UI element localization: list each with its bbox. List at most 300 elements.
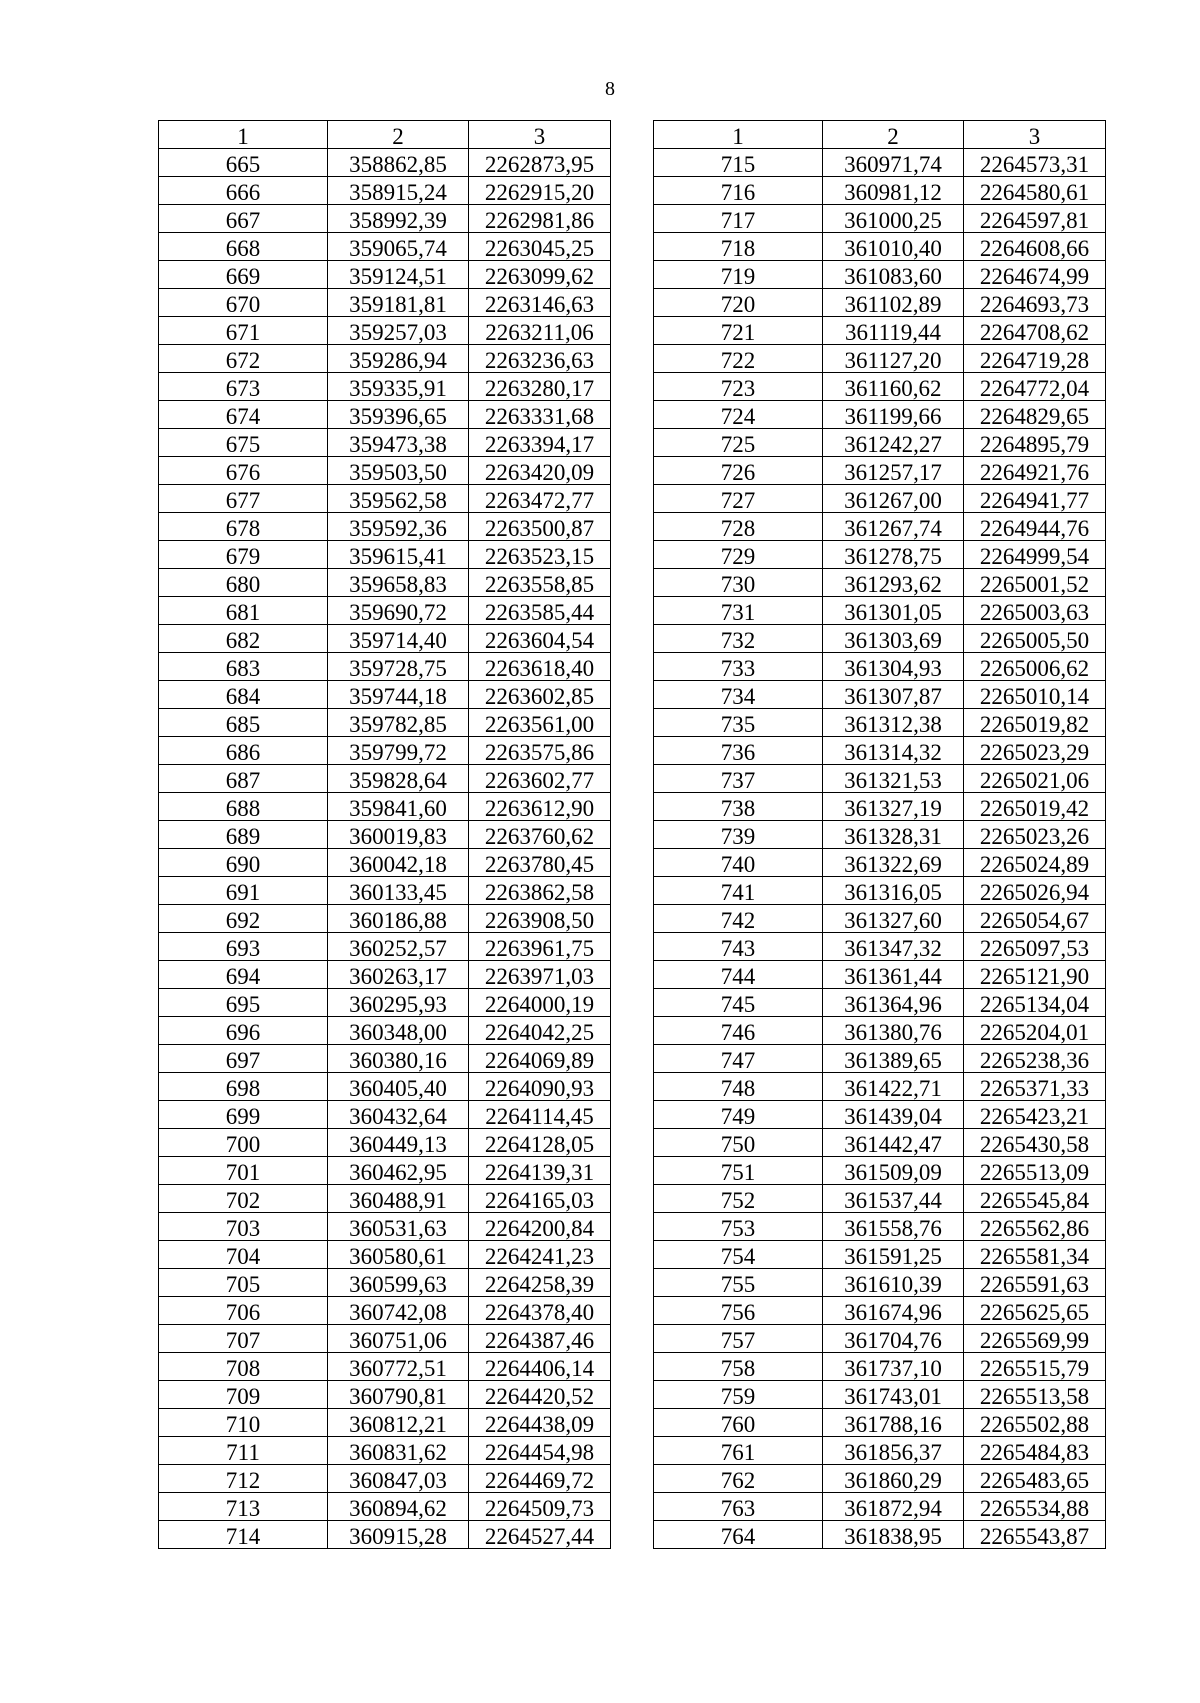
x-coordinate-cell: 360252,57 xyxy=(328,933,469,961)
y-coordinate-cell: 2265502,88 xyxy=(964,1409,1106,1437)
y-coordinate-cell: 2263612,90 xyxy=(469,793,611,821)
x-coordinate-cell: 359181,81 xyxy=(328,289,469,317)
x-coordinate-cell: 361422,71 xyxy=(823,1073,964,1101)
y-coordinate-cell: 2265515,79 xyxy=(964,1353,1106,1381)
y-coordinate-cell: 2264139,31 xyxy=(469,1157,611,1185)
y-coordinate-cell: 2263561,00 xyxy=(469,709,611,737)
y-coordinate-cell: 2265513,09 xyxy=(964,1157,1106,1185)
point-number-cell: 758 xyxy=(654,1353,823,1381)
table-row xyxy=(654,681,1106,709)
y-coordinate-cell: 2264090,93 xyxy=(469,1073,611,1101)
point-number-cell: 729 xyxy=(654,541,823,569)
y-coordinate-cell: 2264597,81 xyxy=(964,205,1106,233)
x-coordinate-cell: 361327,19 xyxy=(823,793,964,821)
point-number-cell: 699 xyxy=(159,1101,328,1129)
table-row xyxy=(654,569,1106,597)
table-row xyxy=(654,1325,1106,1353)
table-row xyxy=(159,1073,611,1101)
table-row xyxy=(159,1017,611,1045)
y-coordinate-cell: 2265484,83 xyxy=(964,1437,1106,1465)
point-number-cell: 714 xyxy=(159,1521,328,1549)
point-number-cell: 764 xyxy=(654,1521,823,1549)
x-coordinate-cell: 361380,76 xyxy=(823,1017,964,1045)
table-row xyxy=(159,1269,611,1297)
point-number-cell: 749 xyxy=(654,1101,823,1129)
table-row xyxy=(654,205,1106,233)
y-coordinate-cell: 2263099,62 xyxy=(469,261,611,289)
table-row xyxy=(159,597,611,625)
point-number-cell: 740 xyxy=(654,849,823,877)
y-coordinate-cell: 2265001,52 xyxy=(964,569,1106,597)
y-coordinate-cell: 2264258,39 xyxy=(469,1269,611,1297)
point-number-cell: 728 xyxy=(654,513,823,541)
table-row xyxy=(159,1185,611,1213)
table-row xyxy=(159,653,611,681)
x-coordinate-cell: 360812,21 xyxy=(328,1409,469,1437)
x-coordinate-cell: 361591,25 xyxy=(823,1241,964,1269)
x-coordinate-cell: 361328,31 xyxy=(823,821,964,849)
table-row xyxy=(159,1493,611,1521)
x-coordinate-cell: 361307,87 xyxy=(823,681,964,709)
y-coordinate-cell: 2264241,23 xyxy=(469,1241,611,1269)
x-coordinate-cell: 361293,62 xyxy=(823,569,964,597)
x-coordinate-cell: 360599,63 xyxy=(328,1269,469,1297)
table-row xyxy=(159,1521,611,1549)
x-coordinate-cell: 359799,72 xyxy=(328,737,469,765)
point-number-cell: 752 xyxy=(654,1185,823,1213)
y-coordinate-cell: 2263585,44 xyxy=(469,597,611,625)
y-coordinate-cell: 2265003,63 xyxy=(964,597,1106,625)
table-row xyxy=(654,1381,1106,1409)
table-row xyxy=(654,1409,1106,1437)
table-row xyxy=(654,1465,1106,1493)
point-number-cell: 760 xyxy=(654,1409,823,1437)
point-number-cell: 715 xyxy=(654,149,823,177)
table-row xyxy=(159,709,611,737)
table-row xyxy=(159,905,611,933)
x-coordinate-cell: 361083,60 xyxy=(823,261,964,289)
y-coordinate-cell: 2265543,87 xyxy=(964,1521,1106,1549)
table-row xyxy=(654,905,1106,933)
y-coordinate-cell: 2265534,88 xyxy=(964,1493,1106,1521)
table-row xyxy=(159,681,611,709)
table-row xyxy=(159,1381,611,1409)
x-coordinate-cell: 361558,76 xyxy=(823,1213,964,1241)
y-coordinate-cell: 2263211,06 xyxy=(469,317,611,345)
table-row xyxy=(159,989,611,1017)
x-coordinate-cell: 359286,94 xyxy=(328,345,469,373)
table-row xyxy=(654,1353,1106,1381)
point-number-cell: 690 xyxy=(159,849,328,877)
x-coordinate-cell: 361119,44 xyxy=(823,317,964,345)
table-row xyxy=(654,345,1106,373)
table-row xyxy=(159,1353,611,1381)
x-coordinate-cell: 359065,74 xyxy=(328,233,469,261)
table-row xyxy=(654,373,1106,401)
table-row xyxy=(159,485,611,513)
y-coordinate-cell: 2262873,95 xyxy=(469,149,611,177)
point-number-cell: 756 xyxy=(654,1297,823,1325)
y-coordinate-cell: 2264829,65 xyxy=(964,401,1106,429)
table-row xyxy=(159,961,611,989)
y-coordinate-cell: 2263961,75 xyxy=(469,933,611,961)
point-number-cell: 718 xyxy=(654,233,823,261)
y-coordinate-cell: 2265204,01 xyxy=(964,1017,1106,1045)
x-coordinate-cell: 361442,47 xyxy=(823,1129,964,1157)
table-row xyxy=(159,1213,611,1241)
table-row xyxy=(654,457,1106,485)
point-number-cell: 677 xyxy=(159,485,328,513)
point-number-cell: 748 xyxy=(654,1073,823,1101)
column-header-1: 1 xyxy=(159,121,328,149)
x-coordinate-cell: 361257,17 xyxy=(823,457,964,485)
x-coordinate-cell: 361010,40 xyxy=(823,233,964,261)
column-header-1: 1 xyxy=(654,121,823,149)
point-number-cell: 678 xyxy=(159,513,328,541)
x-coordinate-cell: 359396,65 xyxy=(328,401,469,429)
y-coordinate-cell: 2264069,89 xyxy=(469,1045,611,1073)
y-coordinate-cell: 2265054,67 xyxy=(964,905,1106,933)
point-number-cell: 757 xyxy=(654,1325,823,1353)
x-coordinate-cell: 361364,96 xyxy=(823,989,964,1017)
point-number-cell: 692 xyxy=(159,905,328,933)
point-number-cell: 666 xyxy=(159,177,328,205)
point-number-cell: 754 xyxy=(654,1241,823,1269)
table-row xyxy=(654,653,1106,681)
x-coordinate-cell: 361314,32 xyxy=(823,737,964,765)
table-row xyxy=(159,261,611,289)
x-coordinate-cell: 361304,93 xyxy=(823,653,964,681)
y-coordinate-cell: 2263045,25 xyxy=(469,233,611,261)
table-row xyxy=(654,737,1106,765)
table-row xyxy=(159,429,611,457)
table-row xyxy=(159,1241,611,1269)
x-coordinate-cell: 360847,03 xyxy=(328,1465,469,1493)
y-coordinate-cell: 2264165,03 xyxy=(469,1185,611,1213)
x-coordinate-cell: 359690,72 xyxy=(328,597,469,625)
table-row xyxy=(654,1157,1106,1185)
table-row xyxy=(654,429,1106,457)
y-coordinate-cell: 2264708,62 xyxy=(964,317,1106,345)
table-row xyxy=(159,849,611,877)
point-number-cell: 672 xyxy=(159,345,328,373)
table-row xyxy=(654,793,1106,821)
x-coordinate-cell: 361389,65 xyxy=(823,1045,964,1073)
y-coordinate-cell: 2263523,15 xyxy=(469,541,611,569)
x-coordinate-cell: 359124,51 xyxy=(328,261,469,289)
y-coordinate-cell: 2264200,84 xyxy=(469,1213,611,1241)
point-number-cell: 755 xyxy=(654,1269,823,1297)
y-coordinate-cell: 2264573,31 xyxy=(964,149,1106,177)
x-coordinate-cell: 361127,20 xyxy=(823,345,964,373)
point-number-cell: 689 xyxy=(159,821,328,849)
table-row xyxy=(159,1157,611,1185)
y-coordinate-cell: 2265545,84 xyxy=(964,1185,1106,1213)
point-number-cell: 686 xyxy=(159,737,328,765)
y-coordinate-cell: 2265010,14 xyxy=(964,681,1106,709)
table-row xyxy=(654,1521,1106,1549)
y-coordinate-cell: 2265238,36 xyxy=(964,1045,1106,1073)
table-row xyxy=(159,821,611,849)
x-coordinate-cell: 361509,09 xyxy=(823,1157,964,1185)
x-coordinate-cell: 360295,93 xyxy=(328,989,469,1017)
point-number-cell: 711 xyxy=(159,1437,328,1465)
point-number-cell: 744 xyxy=(654,961,823,989)
y-coordinate-cell: 2265483,65 xyxy=(964,1465,1106,1493)
x-coordinate-cell: 358862,85 xyxy=(328,149,469,177)
x-coordinate-cell: 361327,60 xyxy=(823,905,964,933)
point-number-cell: 731 xyxy=(654,597,823,625)
point-number-cell: 733 xyxy=(654,653,823,681)
y-coordinate-cell: 2264000,19 xyxy=(469,989,611,1017)
x-coordinate-cell: 361537,44 xyxy=(823,1185,964,1213)
x-coordinate-cell: 360449,13 xyxy=(328,1129,469,1157)
y-coordinate-cell: 2264438,09 xyxy=(469,1409,611,1437)
y-coordinate-cell: 2263602,77 xyxy=(469,765,611,793)
x-coordinate-cell: 361303,69 xyxy=(823,625,964,653)
x-coordinate-cell: 361856,37 xyxy=(823,1437,964,1465)
x-coordinate-cell: 359503,50 xyxy=(328,457,469,485)
x-coordinate-cell: 361316,05 xyxy=(823,877,964,905)
table-row xyxy=(654,401,1106,429)
table-row xyxy=(159,233,611,261)
table-row xyxy=(159,737,611,765)
x-coordinate-cell: 359257,03 xyxy=(328,317,469,345)
x-coordinate-cell: 360488,91 xyxy=(328,1185,469,1213)
y-coordinate-cell: 2264895,79 xyxy=(964,429,1106,457)
x-coordinate-cell: 359828,64 xyxy=(328,765,469,793)
table-row xyxy=(159,933,611,961)
point-number-cell: 688 xyxy=(159,793,328,821)
table-row xyxy=(654,877,1106,905)
y-coordinate-cell: 2263604,54 xyxy=(469,625,611,653)
x-coordinate-cell: 361242,27 xyxy=(823,429,964,457)
table-row xyxy=(654,849,1106,877)
point-number-cell: 694 xyxy=(159,961,328,989)
y-coordinate-cell: 2263420,09 xyxy=(469,457,611,485)
y-coordinate-cell: 2265513,58 xyxy=(964,1381,1106,1409)
point-number-cell: 720 xyxy=(654,289,823,317)
y-coordinate-cell: 2263602,85 xyxy=(469,681,611,709)
point-number-cell: 736 xyxy=(654,737,823,765)
table-row xyxy=(654,1185,1106,1213)
point-number-cell: 667 xyxy=(159,205,328,233)
x-coordinate-cell: 359658,83 xyxy=(328,569,469,597)
point-number-cell: 682 xyxy=(159,625,328,653)
y-coordinate-cell: 2265023,29 xyxy=(964,737,1106,765)
y-coordinate-cell: 2264420,52 xyxy=(469,1381,611,1409)
table-row xyxy=(159,149,611,177)
point-number-cell: 671 xyxy=(159,317,328,345)
table-row xyxy=(159,877,611,905)
y-coordinate-cell: 2264042,25 xyxy=(469,1017,611,1045)
y-coordinate-cell: 2265019,42 xyxy=(964,793,1106,821)
x-coordinate-cell: 361267,00 xyxy=(823,485,964,513)
table-row xyxy=(159,1045,611,1073)
x-coordinate-cell: 359562,58 xyxy=(328,485,469,513)
y-coordinate-cell: 2263780,45 xyxy=(469,849,611,877)
point-number-cell: 702 xyxy=(159,1185,328,1213)
y-coordinate-cell: 2265430,58 xyxy=(964,1129,1106,1157)
x-coordinate-cell: 361743,01 xyxy=(823,1381,964,1409)
point-number-cell: 665 xyxy=(159,149,328,177)
table-row xyxy=(654,485,1106,513)
x-coordinate-cell: 360831,62 xyxy=(328,1437,469,1465)
table-row xyxy=(159,401,611,429)
point-number-cell: 734 xyxy=(654,681,823,709)
y-coordinate-cell: 2264527,44 xyxy=(469,1521,611,1549)
table-row xyxy=(159,205,611,233)
table-row xyxy=(159,625,611,653)
table-row xyxy=(654,261,1106,289)
point-number-cell: 676 xyxy=(159,457,328,485)
y-coordinate-cell: 2263618,40 xyxy=(469,653,611,681)
y-coordinate-cell: 2263500,87 xyxy=(469,513,611,541)
point-number-cell: 701 xyxy=(159,1157,328,1185)
x-coordinate-cell: 361674,96 xyxy=(823,1297,964,1325)
table-row xyxy=(159,793,611,821)
table-row xyxy=(654,1241,1106,1269)
table-header-row xyxy=(654,121,1106,149)
y-coordinate-cell: 2264387,46 xyxy=(469,1325,611,1353)
point-number-cell: 693 xyxy=(159,933,328,961)
point-number-cell: 739 xyxy=(654,821,823,849)
y-coordinate-cell: 2263862,58 xyxy=(469,877,611,905)
point-number-cell: 697 xyxy=(159,1045,328,1073)
table-row xyxy=(654,1017,1106,1045)
table-row xyxy=(654,625,1106,653)
y-coordinate-cell: 2264719,28 xyxy=(964,345,1106,373)
y-coordinate-cell: 2264941,77 xyxy=(964,485,1106,513)
point-number-cell: 691 xyxy=(159,877,328,905)
table-row xyxy=(654,1297,1106,1325)
y-coordinate-cell: 2262981,86 xyxy=(469,205,611,233)
x-coordinate-cell: 358915,24 xyxy=(328,177,469,205)
x-coordinate-cell: 361704,76 xyxy=(823,1325,964,1353)
point-number-cell: 704 xyxy=(159,1241,328,1269)
x-coordinate-cell: 360380,16 xyxy=(328,1045,469,1073)
y-coordinate-cell: 2265591,63 xyxy=(964,1269,1106,1297)
point-number-cell: 737 xyxy=(654,765,823,793)
y-coordinate-cell: 2264674,99 xyxy=(964,261,1106,289)
table-row xyxy=(159,317,611,345)
point-number-cell: 713 xyxy=(159,1493,328,1521)
y-coordinate-cell: 2263908,50 xyxy=(469,905,611,933)
x-coordinate-cell: 360915,28 xyxy=(328,1521,469,1549)
table-row xyxy=(654,1269,1106,1297)
point-number-cell: 700 xyxy=(159,1129,328,1157)
column-header-3: 3 xyxy=(964,121,1106,149)
point-number-cell: 719 xyxy=(654,261,823,289)
point-number-cell: 738 xyxy=(654,793,823,821)
point-number-cell: 696 xyxy=(159,1017,328,1045)
y-coordinate-cell: 2263472,77 xyxy=(469,485,611,513)
table-row xyxy=(654,513,1106,541)
x-coordinate-cell: 360405,40 xyxy=(328,1073,469,1101)
y-coordinate-cell: 2265625,65 xyxy=(964,1297,1106,1325)
y-coordinate-cell: 2265023,26 xyxy=(964,821,1106,849)
x-coordinate-cell: 360894,62 xyxy=(328,1493,469,1521)
x-coordinate-cell: 361000,25 xyxy=(823,205,964,233)
table-row xyxy=(159,541,611,569)
table-row xyxy=(654,1101,1106,1129)
x-coordinate-cell: 361347,32 xyxy=(823,933,964,961)
point-number-cell: 762 xyxy=(654,1465,823,1493)
table-row xyxy=(159,1325,611,1353)
x-coordinate-cell: 360531,63 xyxy=(328,1213,469,1241)
y-coordinate-cell: 2265121,90 xyxy=(964,961,1106,989)
table-row xyxy=(654,821,1106,849)
y-coordinate-cell: 2265026,94 xyxy=(964,877,1106,905)
y-coordinate-cell: 2265134,04 xyxy=(964,989,1106,1017)
table-row xyxy=(654,1129,1106,1157)
x-coordinate-cell: 361788,16 xyxy=(823,1409,964,1437)
x-coordinate-cell: 361361,44 xyxy=(823,961,964,989)
table-row xyxy=(654,149,1106,177)
point-number-cell: 708 xyxy=(159,1353,328,1381)
point-number-cell: 743 xyxy=(654,933,823,961)
table-row xyxy=(159,345,611,373)
x-coordinate-cell: 360263,17 xyxy=(328,961,469,989)
table-row xyxy=(654,1493,1106,1521)
point-number-cell: 722 xyxy=(654,345,823,373)
y-coordinate-cell: 2263760,62 xyxy=(469,821,611,849)
x-coordinate-cell: 360019,83 xyxy=(328,821,469,849)
y-coordinate-cell: 2263331,68 xyxy=(469,401,611,429)
point-number-cell: 707 xyxy=(159,1325,328,1353)
x-coordinate-cell: 361737,10 xyxy=(823,1353,964,1381)
x-coordinate-cell: 361838,95 xyxy=(823,1521,964,1549)
y-coordinate-cell: 2265005,50 xyxy=(964,625,1106,653)
y-coordinate-cell: 2265581,34 xyxy=(964,1241,1106,1269)
table-row xyxy=(654,1073,1106,1101)
x-coordinate-cell: 360580,61 xyxy=(328,1241,469,1269)
point-number-cell: 750 xyxy=(654,1129,823,1157)
table-row xyxy=(654,177,1106,205)
point-number-cell: 742 xyxy=(654,905,823,933)
table-row xyxy=(654,597,1106,625)
y-coordinate-cell: 2263236,63 xyxy=(469,345,611,373)
point-number-cell: 698 xyxy=(159,1073,328,1101)
y-coordinate-cell: 2264921,76 xyxy=(964,457,1106,485)
y-coordinate-cell: 2264999,54 xyxy=(964,541,1106,569)
point-number-cell: 709 xyxy=(159,1381,328,1409)
x-coordinate-cell: 360971,74 xyxy=(823,149,964,177)
table-row xyxy=(654,933,1106,961)
table-row xyxy=(159,1409,611,1437)
point-number-cell: 684 xyxy=(159,681,328,709)
x-coordinate-cell: 360133,45 xyxy=(328,877,469,905)
x-coordinate-cell: 361278,75 xyxy=(823,541,964,569)
point-number-cell: 725 xyxy=(654,429,823,457)
point-number-cell: 717 xyxy=(654,205,823,233)
x-coordinate-cell: 359473,38 xyxy=(328,429,469,457)
y-coordinate-cell: 2265562,86 xyxy=(964,1213,1106,1241)
point-number-cell: 745 xyxy=(654,989,823,1017)
point-number-cell: 695 xyxy=(159,989,328,1017)
table-row xyxy=(159,1465,611,1493)
x-coordinate-cell: 360772,51 xyxy=(328,1353,469,1381)
x-coordinate-cell: 360348,00 xyxy=(328,1017,469,1045)
y-coordinate-cell: 2265423,21 xyxy=(964,1101,1106,1129)
x-coordinate-cell: 360981,12 xyxy=(823,177,964,205)
point-number-cell: 746 xyxy=(654,1017,823,1045)
point-number-cell: 683 xyxy=(159,653,328,681)
x-coordinate-cell: 359714,40 xyxy=(328,625,469,653)
x-coordinate-cell: 360751,06 xyxy=(328,1325,469,1353)
x-coordinate-cell: 359615,41 xyxy=(328,541,469,569)
y-coordinate-cell: 2265371,33 xyxy=(964,1073,1106,1101)
